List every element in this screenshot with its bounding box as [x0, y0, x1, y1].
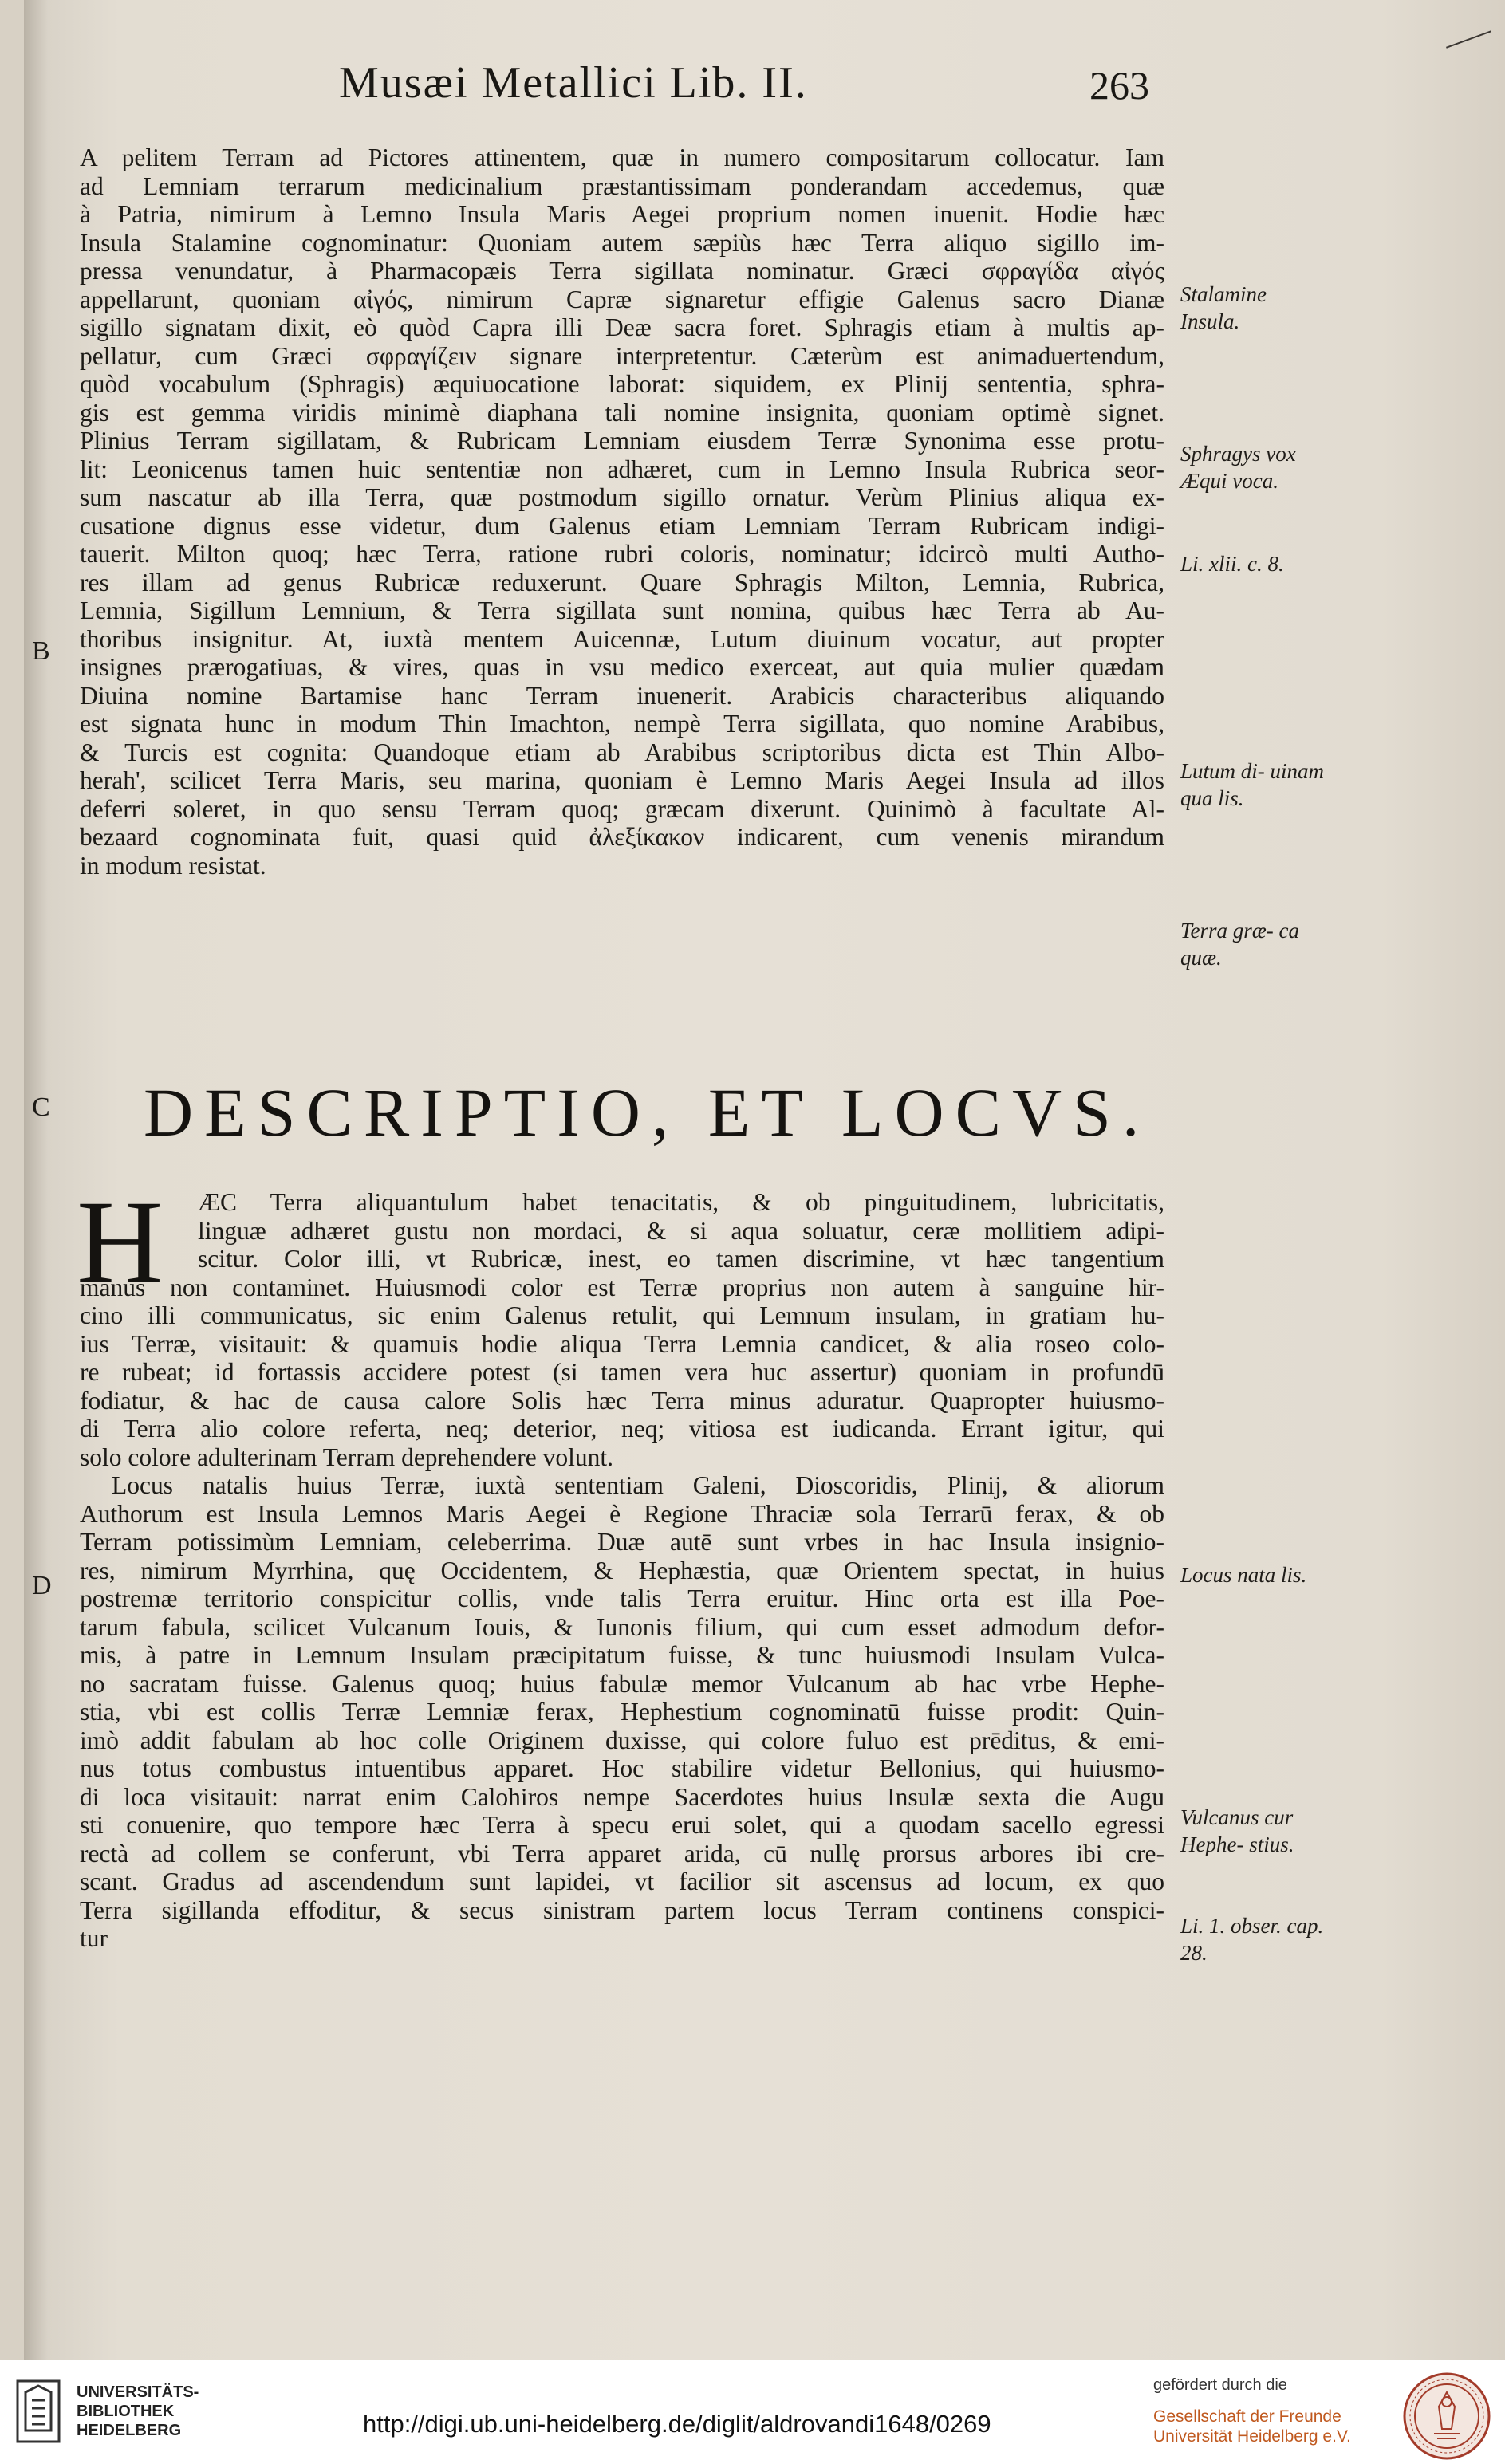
- society-name-line: Universität Heidelberg e.V.: [1153, 2427, 1351, 2446]
- text-line: postremæ territorio conspicitur collis, vnde talis Terra eruitur. Hinc orta est illa Poe-: [80, 1584, 1164, 1612]
- book-page: [24, 0, 1505, 2360]
- university-name-line: BIBLIOTHEK: [77, 2403, 175, 2420]
- text-line: tarum fabula, scilicet Vulcanum Iouis, & Iunonis filium, qui cum esset admodum defor-: [80, 1612, 1164, 1641]
- margin-note: Vulcanus cur Hephe- stius.: [1180, 1805, 1294, 1856]
- drop-cap: H: [77, 1176, 164, 1309]
- text-line: mis, à patre in Lemnum Insulam præcipitatum fuisse, & tunc huiusmodi Insulam Vulca-: [80, 1641, 1164, 1669]
- text-line: quòd vocabulum (Sphragis) æquiuocatione laborat: siquidem, ex Plinij sententia, sphra-: [80, 370, 1164, 398]
- text-line: pellatur, cum Græci σφραγίζειν signare interpretentur. Cæterùm est animaduertendum,: [80, 341, 1164, 370]
- catchword: tur: [80, 1924, 108, 1952]
- text-line: Terram potissimùm Lemniam, celeberrima. Duæ autē sunt vrbes in hac Insula insignio-: [80, 1528, 1164, 1556]
- text-line: bezaard cognominata fuit, quasi quid ἀλεξίκακον indicarent, cum venenis mirandum: [80, 823, 1164, 851]
- text-line: appellarunt, quoniam αἰγός, nimirum Capræ signaretur effigie Galenus sacro Dianæ: [80, 285, 1164, 313]
- text-line: res illam ad genus Rubricæ reduxerunt. Quare Sphragis Milton, Lemnia, Rubrica,: [80, 568, 1164, 596]
- text-line: stia, vbi est collis Terræ Lemniæ ferax, Hephestium cognominatū fuisse prodit: Quin-: [80, 1698, 1164, 1726]
- text-line: solo colore adulterinam Terram deprehendere volunt.: [80, 1443, 613, 1471]
- university-name-line: HEIDELBERG: [77, 2422, 182, 2439]
- university-name-line: UNIVERSITÄTS-: [77, 2383, 199, 2401]
- text-line: Terra sigillanda effoditur, & secus sinistram partem locus Terram continens conspici-: [80, 1895, 1164, 1924]
- paragraph-block-2: [80, 1188, 1164, 1953]
- text-line: gis est gemma viridis minimè diaphana tali nomine insignita, quoniam optimè signet.: [80, 398, 1164, 427]
- text-line: & Turcis est cognita: Quandoque etiam ab Arabibus scriptoribus dicta est Thin Albo-: [80, 738, 1164, 766]
- text-line: scitur. Color illi, vt Rubricæ, inest, eo tamen discrimine, vt hæc tangentium: [198, 1245, 1164, 1273]
- text-line: ius Terræ, visitauit: & quamuis hodie aliqua Terra Lemnia candicet, & alia roseo colo-: [80, 1329, 1164, 1358]
- text-line: à Patria, nimirum à Lemno Insula Maris Aegei proprium nomen inuenit. Hodie hæc: [80, 200, 1164, 228]
- page-header: [24, 57, 1428, 121]
- text-line: imò addit fabulam ab hoc colle Originem duxisse, qui colore fuluo est prēditus, & emi-: [80, 1726, 1164, 1754]
- text-line: di Terra alio colore referta, neq; deterior, neq; vitiosa est iudicanda. Errant igitur, qui: [80, 1415, 1164, 1443]
- text-line: Diuina nomine Bartamise hanc Terram inuenerit. Arabicis characteribus aliquando: [80, 681, 1164, 710]
- text-line: Lemnia, Sigillum Lemnium, & Terra sigillata sunt nomina, quibus hæc Terra ab Au-: [80, 596, 1164, 624]
- text-line: thoribus insignitur. At, iuxtà mentem Auicennæ, Lutum diuinum vocatur, aut propter: [80, 624, 1164, 653]
- text-line: cusatione dignus esse videtur, dum Galenus etiam Lemniam Terram Rubricam indigi-: [80, 511, 1164, 540]
- text-line: herah', scilicet Terra Maris, seu marina, quoniam è Lemno Maris Aegei Insula ad illos: [80, 766, 1164, 794]
- text-line: insignes prærogatiuas, & vires, quas in vsu medico exerceat, aut quia mulier quædam: [80, 653, 1164, 681]
- section-marker-b: B: [32, 636, 50, 666]
- university-seal-icon: [1402, 2372, 1491, 2461]
- text-line: Authorum est Insula Lemnos Maris Aegei è Regione Thraciæ sola Terrarū ferax, & ob: [80, 1499, 1164, 1528]
- university-library-logo-icon: [14, 2378, 62, 2445]
- text-line: Plinius Terram sigillatam, & Rubricam Lemniam eiusdem Terræ Synonima esse protu-: [80, 427, 1164, 455]
- permalink-url[interactable]: http://digi.ub.uni-heidelberg.de/diglit/aldrovandi1648/0269: [363, 2410, 991, 2438]
- society-name-line: Gesellschaft der Freunde: [1153, 2407, 1341, 2426]
- funded-by-label: gefördert durch die: [1153, 2376, 1287, 2394]
- text-line: sum nascatur ab illa Terra, quæ postmodum sigillo ornatur. Verùm Plinius aliqua ex-: [80, 483, 1164, 511]
- text-line: in modum resistat.: [80, 851, 266, 880]
- society-name: [1153, 2407, 1351, 2446]
- text-line: manus non contaminet. Huiusmodi color est Terræ proprius non autem à sanguine hir-: [80, 1273, 1164, 1301]
- text-line: Insula Stalamine cognominatur: Quoniam autem sæpiùs hæc Terra aliquo sigillo im-: [80, 228, 1164, 257]
- margin-note: Li. xlii. c. 8.: [1180, 552, 1284, 576]
- text-line: res, nimirum Myrrhina, quę Occidentem, & Hephæstia, quæ Orientem spectat, in huius: [80, 1556, 1164, 1584]
- pen-mark: [1432, 0, 1491, 49]
- text-line: Locus natalis huius Terræ, iuxtà sententiam Galeni, Dioscoridis, Plinij, & aliorum: [112, 1471, 1164, 1499]
- page-number: 263: [1089, 63, 1149, 108]
- text-line: di loca visitauit: narrat enim Calohiros nempe Sacerdotes huius Insulæ sexta die Augu: [80, 1782, 1164, 1811]
- text-line: no sacratam fuisse. Galenus quoq; huius fabulæ memor Vulcanum ab hac vrbe Hephe-: [80, 1669, 1164, 1698]
- margin-note: Li. 1. obser. cap. 28.: [1180, 1914, 1324, 1965]
- section-marker-d: D: [32, 1571, 52, 1600]
- section-marker-c: C: [32, 1092, 50, 1122]
- paragraph-block-1: [80, 144, 1164, 880]
- text-line: linguæ adhæret gustu non mordaci, & si aqua soluatur, ceræ mollitiem adipi-: [198, 1216, 1164, 1245]
- text-line: nus totus combustus intuentibus apparet. Hoc stabilire videtur Bellonius, qui huiusmo-: [80, 1754, 1164, 1782]
- text-line: ÆC Terra aliquantulum habet tenacitatis, & ob pinguitudinem, lubricitatis,: [198, 1188, 1164, 1216]
- text-line: sti conuenire, quo tempore hæc Terra à specu erui solet, qui a quodam sacello egressi: [80, 1811, 1164, 1839]
- margin-note: Lutum di- uinam qua lis.: [1180, 759, 1325, 810]
- text-line: lit: Leonicenus tamen huic sententiæ non adhæret, cum in Lemno Insula Rubrica seor-: [80, 455, 1164, 483]
- text-line: cino illi communicatus, sic enim Galenus retulit, qui Lemnum insulam, in gratiam hu-: [80, 1301, 1164, 1329]
- text-line: tauerit. Milton quoq; hæc Terra, ratione rubri coloris, nominatur; idcircò multi Autho-: [80, 540, 1164, 568]
- text-line: pressa venundatur, à Pharmacopæis Terra sigillata nominatur. Græci σφραγίδα αἰγός: [80, 257, 1164, 285]
- text-line: ad Lemniam terrarum medicinalium præstantissimam ponderandam accedemus, quæ: [80, 171, 1164, 200]
- margin-note: Stalamine Insula.: [1180, 282, 1267, 333]
- text-line: re rubeat; id fortassis accidere potest (si tamen vera huc assertur) quoniam in profundū: [80, 1358, 1164, 1386]
- text-line: scant. Gradus ad ascendendum sunt lapidei, vt facilior sit ascensus ad locum, ex quo: [80, 1868, 1164, 1895]
- text-line: deferri soleret, in quo sensu Terram quoq; græcam dixerunt. Quinimò à facultate Al-: [80, 794, 1164, 823]
- text-line: A pelitem Terram ad Pictores attinentem, quæ in numero compositarum collocatur. Iam: [80, 144, 1164, 171]
- text-line: fodiatur, & hac de causa calore Solis hæc Terra minus aduratur. Quapropter huiusmo-: [80, 1386, 1164, 1415]
- text-line: sigillo signatam dixit, eò quòd Capra illi Deæ sacra foret. Sphragis etiam à multis ap-: [80, 313, 1164, 341]
- running-title: Musæi Metallici Lib. II.: [339, 58, 808, 108]
- margin-note: Sphragys vox Æqui voca.: [1180, 442, 1296, 493]
- text-line: rectà ad collem se conferunt, vbi Terra apparet arida, cū nullę prorsus arbores ibi cre-: [80, 1839, 1164, 1868]
- text-line: est signata hunc in modum Thin Imachton, nempè Terra sigillata, quo nomine Arabibus,: [80, 710, 1164, 738]
- university-library-name: [77, 2383, 199, 2440]
- section-heading: DESCRIPTIO, ET LOCVS.: [144, 1074, 1151, 1151]
- margin-note: Locus nata lis.: [1180, 1563, 1307, 1587]
- margin-note: Terra græ- ca quæ.: [1180, 919, 1300, 970]
- viewer-footer: [0, 2360, 1505, 2464]
